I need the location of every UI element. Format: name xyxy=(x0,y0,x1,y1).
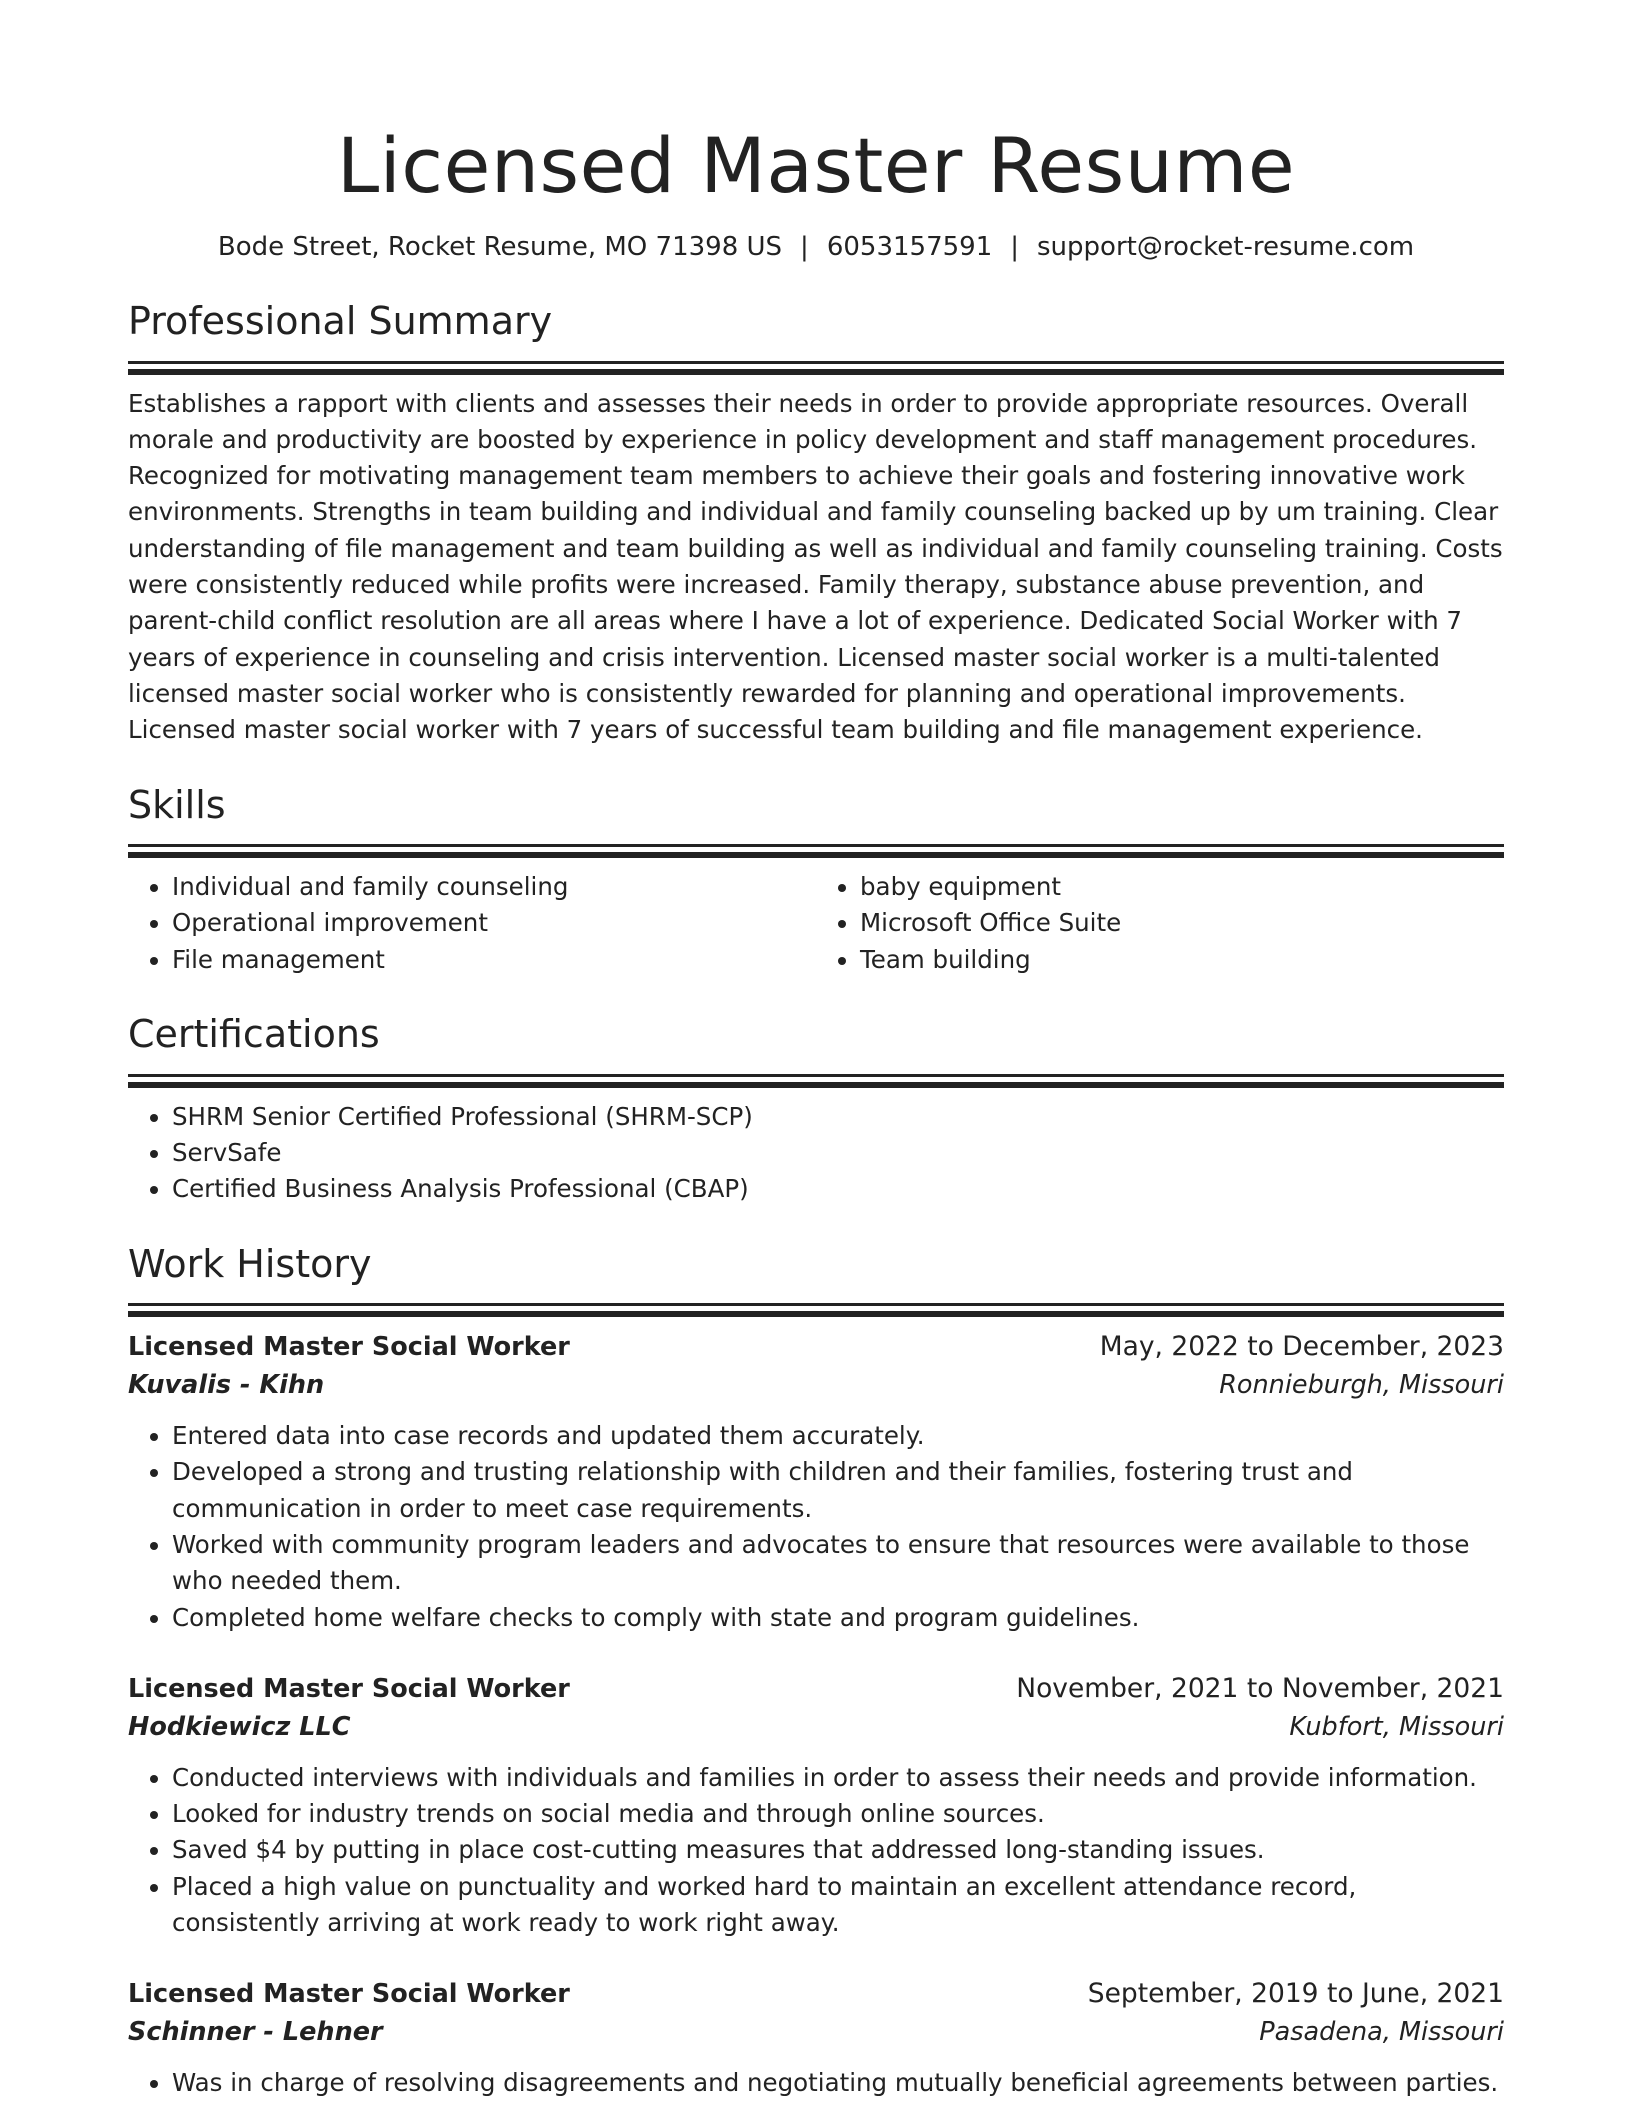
job-location: Ronnieburgh, Missouri xyxy=(1219,1370,1504,1401)
skills-list-right xyxy=(816,869,1504,978)
job-bullet: • Entered data into case records and updated them accurately. xyxy=(172,1418,1504,1454)
job-location: Pasadena, Missouri xyxy=(1259,2017,1504,2048)
job-entry xyxy=(128,1328,1504,1636)
job-dates: May, 2022 to December, 2023 xyxy=(1099,1331,1504,1363)
certifications-list xyxy=(128,1099,1504,1208)
job-title: Licensed Master Social Worker xyxy=(128,1332,570,1363)
certification-item: • ServSafe xyxy=(172,1135,1504,1171)
job-bullets xyxy=(128,1760,1504,1941)
job-title: Licensed Master Social Worker xyxy=(128,1673,570,1704)
job-bullet: • Developed a strong and trusting relationship with children and their families, fostering trust and communication in order to meet case requirements. xyxy=(172,1454,1504,1527)
certifications-section xyxy=(128,1012,1504,1207)
contact-email: support@rocket-resume.com xyxy=(1037,232,1415,263)
section-title-skills: Skills xyxy=(128,782,226,827)
job-bullet: • Was in charge of resolving disagreements and negotiating mutually beneficial agreements between parties. xyxy=(172,2065,1504,2101)
certification-item: • SHRM Senior Certified Professional (SHRM-SCP) xyxy=(172,1099,1504,1135)
section-divider xyxy=(128,1074,1504,1077)
skills-list-left xyxy=(128,869,816,978)
job-company: Schinner - Lehner xyxy=(128,2017,383,2048)
job-bullets xyxy=(128,1418,1504,1636)
job-entry xyxy=(128,1975,1504,2101)
job-dates: September, 2019 to June, 2021 xyxy=(1087,1978,1504,2010)
contact-phone: 6053157591 xyxy=(826,232,993,263)
summary-text: Establishes a rapport with clients and assesses their needs in order to provide appropriate resources. Overall morale and productivity are boosted by experience in policy development and staff management procedures. Recognized for motivating management team members to achieve their goals and fostering innovative work environments. Strengths in team building and individual and family counseling backed up by um training. Clear understanding of file management and team building as well as individual and family counseling training. Costs were consistently reduced while profits were increased. Family therapy, substance abuse prevention, and parent-child conflict resolution are all areas where I have a lot of experience. Dedicated Social Worker with 7 years of experience in counseling and crisis intervention. Licensed master social worker is a multi-talented licensed master social worker who is consistently rewarded for planning and operational improvements. Licensed master social worker with 7 years of successful team building and file management experience. xyxy=(128,388,1503,745)
skills-section xyxy=(128,783,1504,978)
section-title-certifications: Certifications xyxy=(128,1012,380,1057)
contact-separator: | xyxy=(800,232,809,263)
job-bullet: • Completed home welfare checks to comply with state and program guidelines. xyxy=(172,1600,1504,1636)
section-divider xyxy=(128,1303,1504,1306)
job-bullets xyxy=(128,2065,1504,2101)
skills-grid xyxy=(128,869,1504,978)
section-divider xyxy=(128,844,1504,847)
resume-name: Licensed Master Resume xyxy=(336,121,1296,210)
job-entry xyxy=(128,1670,1504,1941)
contact-separator: | xyxy=(1010,232,1019,263)
job-bullet: • Placed a high value on punctuality and worked hard to maintain an excellent attendance record, consistently arriving at work ready to work right away. xyxy=(172,1869,1504,1942)
skill-item: • Microsoft Office Suite xyxy=(860,905,1504,941)
skill-item: • Individual and family counseling xyxy=(172,869,816,905)
job-dates: November, 2021 to November, 2021 xyxy=(1016,1672,1504,1704)
job-location: Kubfort, Missouri xyxy=(1289,1711,1504,1742)
skill-item: • File management xyxy=(172,942,816,978)
contact-line xyxy=(128,231,1504,265)
contact-address: Bode Street, Rocket Resume, MO 71398 US xyxy=(217,232,783,263)
certification-item: • Certified Business Analysis Professional (CBAP) xyxy=(172,1171,1504,1207)
summary-section xyxy=(128,299,1504,749)
section-divider xyxy=(128,361,1504,364)
section-title-summary: Professional Summary xyxy=(128,298,553,343)
job-bullet: • Worked with community program leaders and advocates to ensure that resources were available to those who needed them. xyxy=(172,1527,1504,1600)
skill-item: • Team building xyxy=(860,942,1504,978)
job-bullet: • Saved $4 by putting in place cost-cutting measures that addressed long-standing issues. xyxy=(172,1832,1504,1868)
job-title: Licensed Master Social Worker xyxy=(128,1979,570,2010)
work-history-section xyxy=(128,1242,1504,2102)
job-bullet: • Conducted interviews with individuals and families in order to assess their needs and provide information. xyxy=(172,1760,1504,1796)
job-bullet: • Looked for industry trends on social media and through online sources. xyxy=(172,1796,1504,1832)
section-title-work-history: Work History xyxy=(128,1241,372,1286)
job-company: Kuvalis - Kihn xyxy=(128,1370,325,1401)
job-company: Hodkiewicz LLC xyxy=(128,1711,351,1742)
skill-item: • Operational improvement xyxy=(172,905,816,941)
skill-item: • baby equipment xyxy=(860,869,1504,905)
